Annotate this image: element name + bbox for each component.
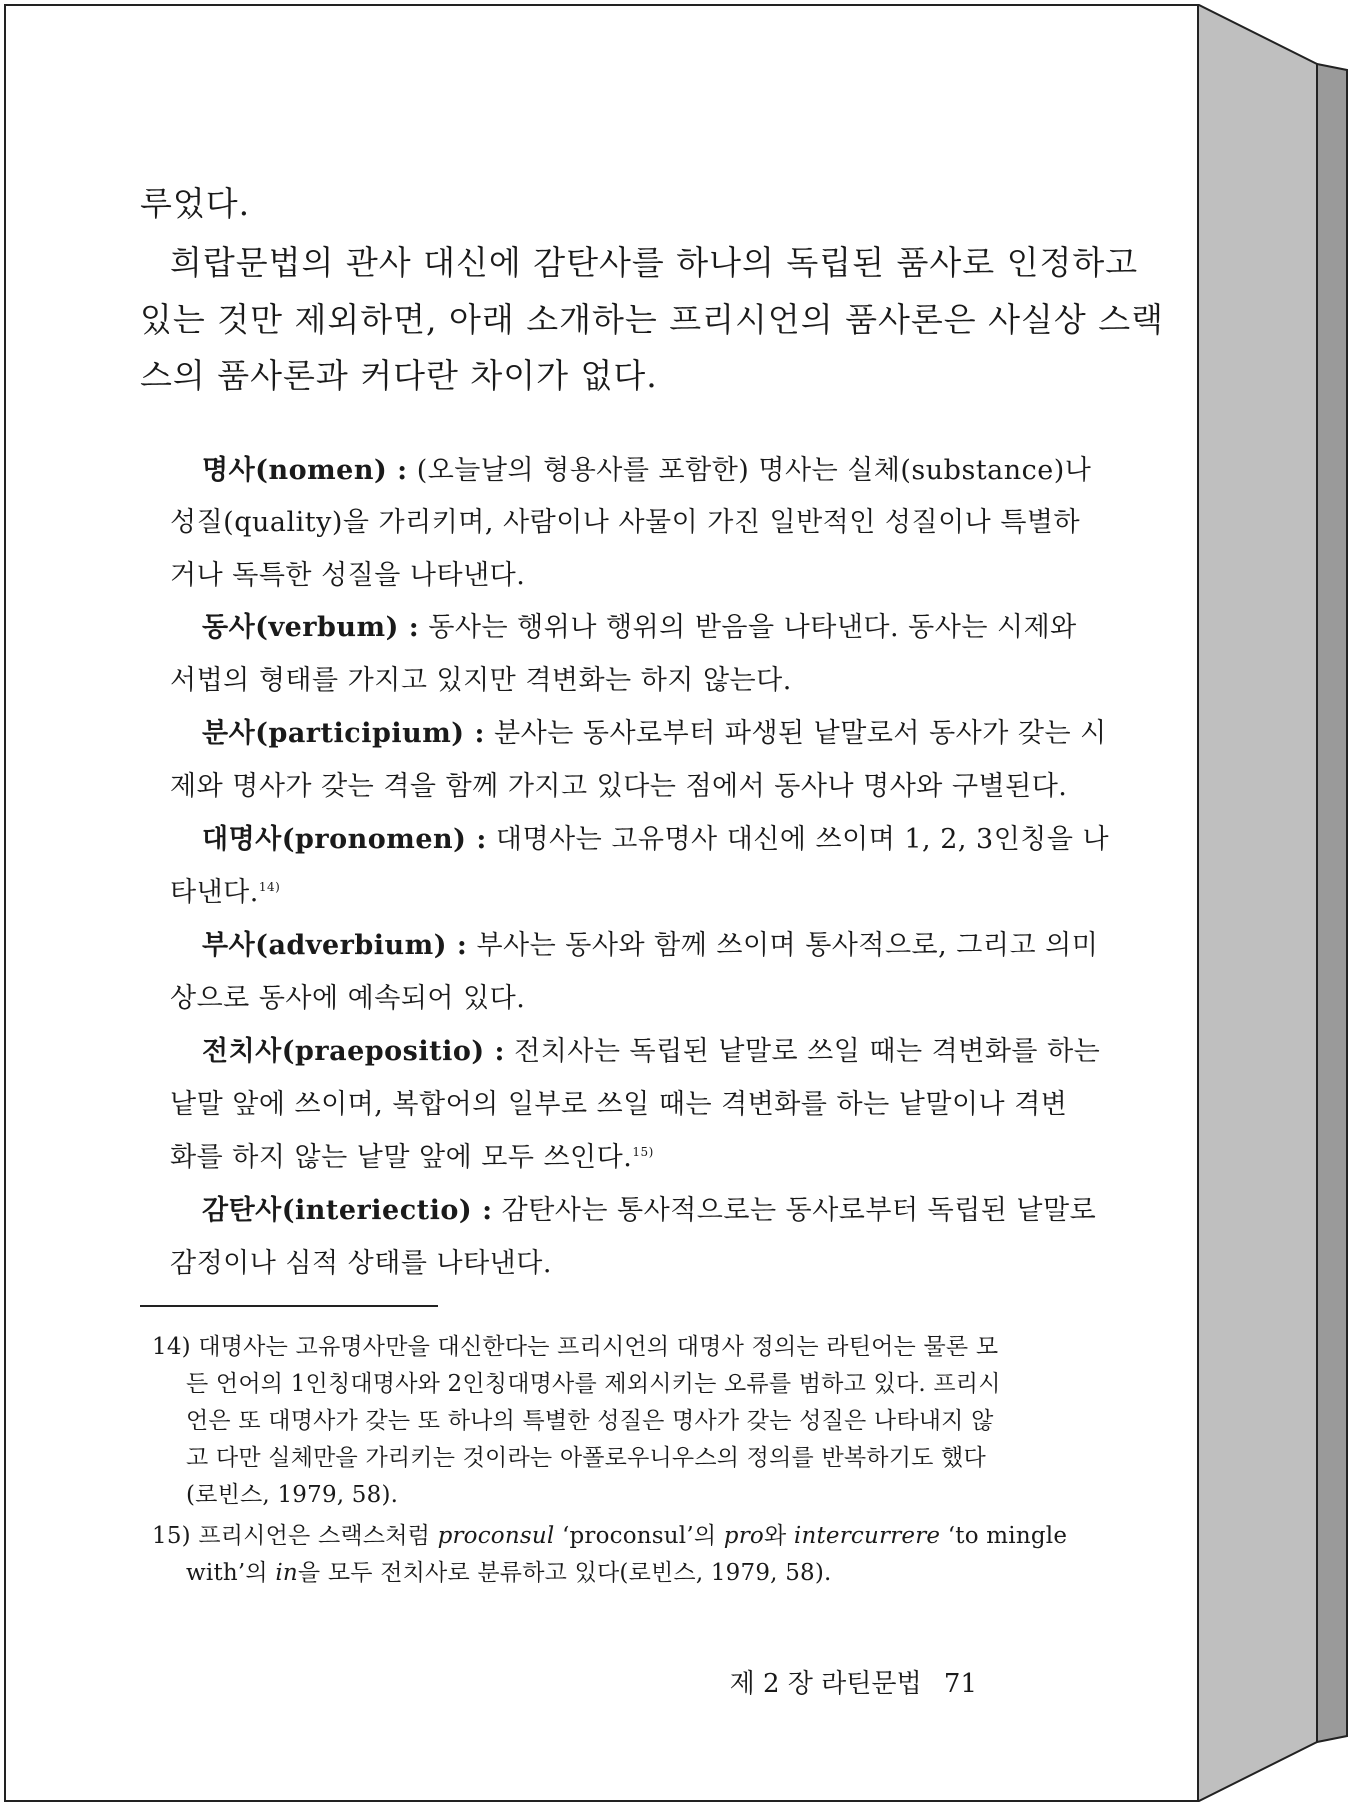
verbum-text-1: 동사는 행위나 행위의 받음을 나타낸다. 동사는 시제와 [419, 612, 1077, 643]
footnote-ref-15[interactable]: 15) [632, 1145, 654, 1159]
verbum-text-2: 서법의 형태를 가지고 있지만 격변화는 하지 않는다. [170, 665, 792, 696]
term-interiectio: 감탄사(interiectio) : [202, 1195, 493, 1226]
adverbium-text-2: 상으로 동사에 예속되어 있다. [170, 983, 526, 1014]
entry-praepositio [202, 1029, 1100, 1068]
footnote-15-line-1 [152, 1517, 1067, 1550]
term-adverbium: 부사(adverbium) : [202, 930, 468, 961]
praepositio-text-3-row [170, 1135, 654, 1174]
pronomen-text-1: 대명사는 고유명사 대신에 쓰이며 1, 2, 3인칭을 나 [486, 824, 1110, 855]
participium-text-2: 제와 명사가 갖는 격을 함께 가지고 있다는 점에서 동사나 명사와 구별된다. [170, 771, 1068, 802]
entry-pronomen [202, 817, 1109, 856]
footnote-14-line-3: 언은 또 대명사가 갖는 또 하나의 특별한 성질은 명사가 갖는 성질은 나타내지 않 [186, 1408, 994, 1434]
praepositio-text-2: 낱말 앞에 쓰이며, 복합어의 일부로 쓰일 때는 격변화를 하는 낱말이나 격변 [170, 1089, 1068, 1120]
interiectio-text-1: 감탄사는 통사적으로는 동사로부터 독립된 낱말로 [492, 1195, 1097, 1226]
intro-line-2: 희랍문법의 관사 대신에 감탄사를 하나의 독립된 품사로 인정하고 [170, 243, 1139, 282]
interiectio-text-2: 감정이나 심적 상태를 나타낸다. [170, 1248, 552, 1279]
term-pronomen: 대명사(pronomen) : [202, 824, 487, 855]
fn15-latin-intercurrere: intercurrere [793, 1523, 941, 1549]
term-nomen: 명사(nomen) : [202, 455, 408, 486]
fn15-text-e: 와 [763, 1523, 794, 1549]
page-number: 71 [943, 1669, 977, 1699]
term-praepositio: 전치사(praepositio) : [202, 1036, 506, 1067]
fn15-text-c: ‘proconsul’의 [554, 1523, 724, 1549]
pronomen-text-2: 타낸다. [170, 877, 259, 908]
fn15-text-g: ‘to mingle [940, 1523, 1068, 1549]
term-verbum: 동사(verbum) : [202, 612, 420, 643]
nomen-text-1: (오늘날의 형용사를 포함한) 명사는 실체(substance)나 [407, 455, 1092, 486]
entry-nomen [202, 448, 1091, 487]
footnote-ref-14[interactable]: 14) [258, 880, 281, 894]
page-footer [730, 1663, 977, 1700]
entry-interiectio [202, 1188, 1096, 1227]
footnote-14-line-4: 고 다만 실체만을 가리키는 것이라는 아폴로우니우스의 정의를 반복하기도 했다 [186, 1445, 986, 1471]
adverbium-text-1: 부사는 동사와 함께 쓰이며 통사적으로, 그리고 의미 [467, 930, 1099, 961]
entry-participium [202, 711, 1107, 750]
fn15-latin-proconsul: proconsul [437, 1523, 555, 1549]
pronomen-text-2-row [170, 870, 280, 909]
nomen-text-2: 성질(quality)을 가리키며, 사람이나 사물이 가진 일반적인 성질이나 특별하 [170, 507, 1081, 538]
book-edge [1197, 4, 1349, 1802]
fn15-text-h: with’의 [186, 1560, 276, 1586]
fn15-text-a: 15) 프리시언은 스랙스처럼 [152, 1523, 438, 1549]
footnote-14-line-5: (로빈스, 1979, 58). [186, 1482, 399, 1508]
footnote-divider [140, 1305, 438, 1307]
intro-line-4: 스의 품사론과 커다란 차이가 없다. [140, 356, 658, 395]
entry-adverbium [202, 923, 1098, 962]
intro-line-1: 루었다. [140, 184, 251, 223]
fn15-latin-in: in [275, 1560, 298, 1586]
intro-line-3: 있는 것만 제외하면, 아래 소개하는 프리시언의 품사론은 사실상 스랙 [140, 300, 1164, 339]
chapter-title: 제 2 장 라틴문법 [729, 1669, 922, 1699]
nomen-text-3: 거나 독특한 성질을 나타낸다. [170, 560, 526, 591]
praepositio-text-1: 전치사는 독립된 낱말로 쓰일 때는 격변화를 하는 [505, 1036, 1101, 1067]
footnote-14-line-2: 든 언어의 1인칭대명사와 2인칭대명사를 제외시키는 오류를 범하고 있다. 프리시 [186, 1371, 1001, 1397]
footnote-14-line-1: 14) 대명사는 고유명사만을 대신한다는 프리시언의 대명사 정의는 라틴어는 물론 모 [152, 1334, 999, 1360]
fn15-latin-pro: pro [723, 1523, 764, 1549]
term-participium: 분사(participium) : [202, 718, 485, 749]
footnote-15-line-2 [186, 1554, 832, 1587]
fn15-text-j: 을 모두 전치사로 분류하고 있다(로빈스, 1979, 58). [297, 1560, 832, 1586]
entry-verbum [202, 605, 1077, 644]
participium-text-1: 분사는 동사로부터 파생된 낱말로서 동사가 갖는 시 [484, 718, 1107, 749]
praepositio-text-3: 화를 하지 않는 낱말 앞에 모두 쓰인다. [170, 1142, 633, 1173]
